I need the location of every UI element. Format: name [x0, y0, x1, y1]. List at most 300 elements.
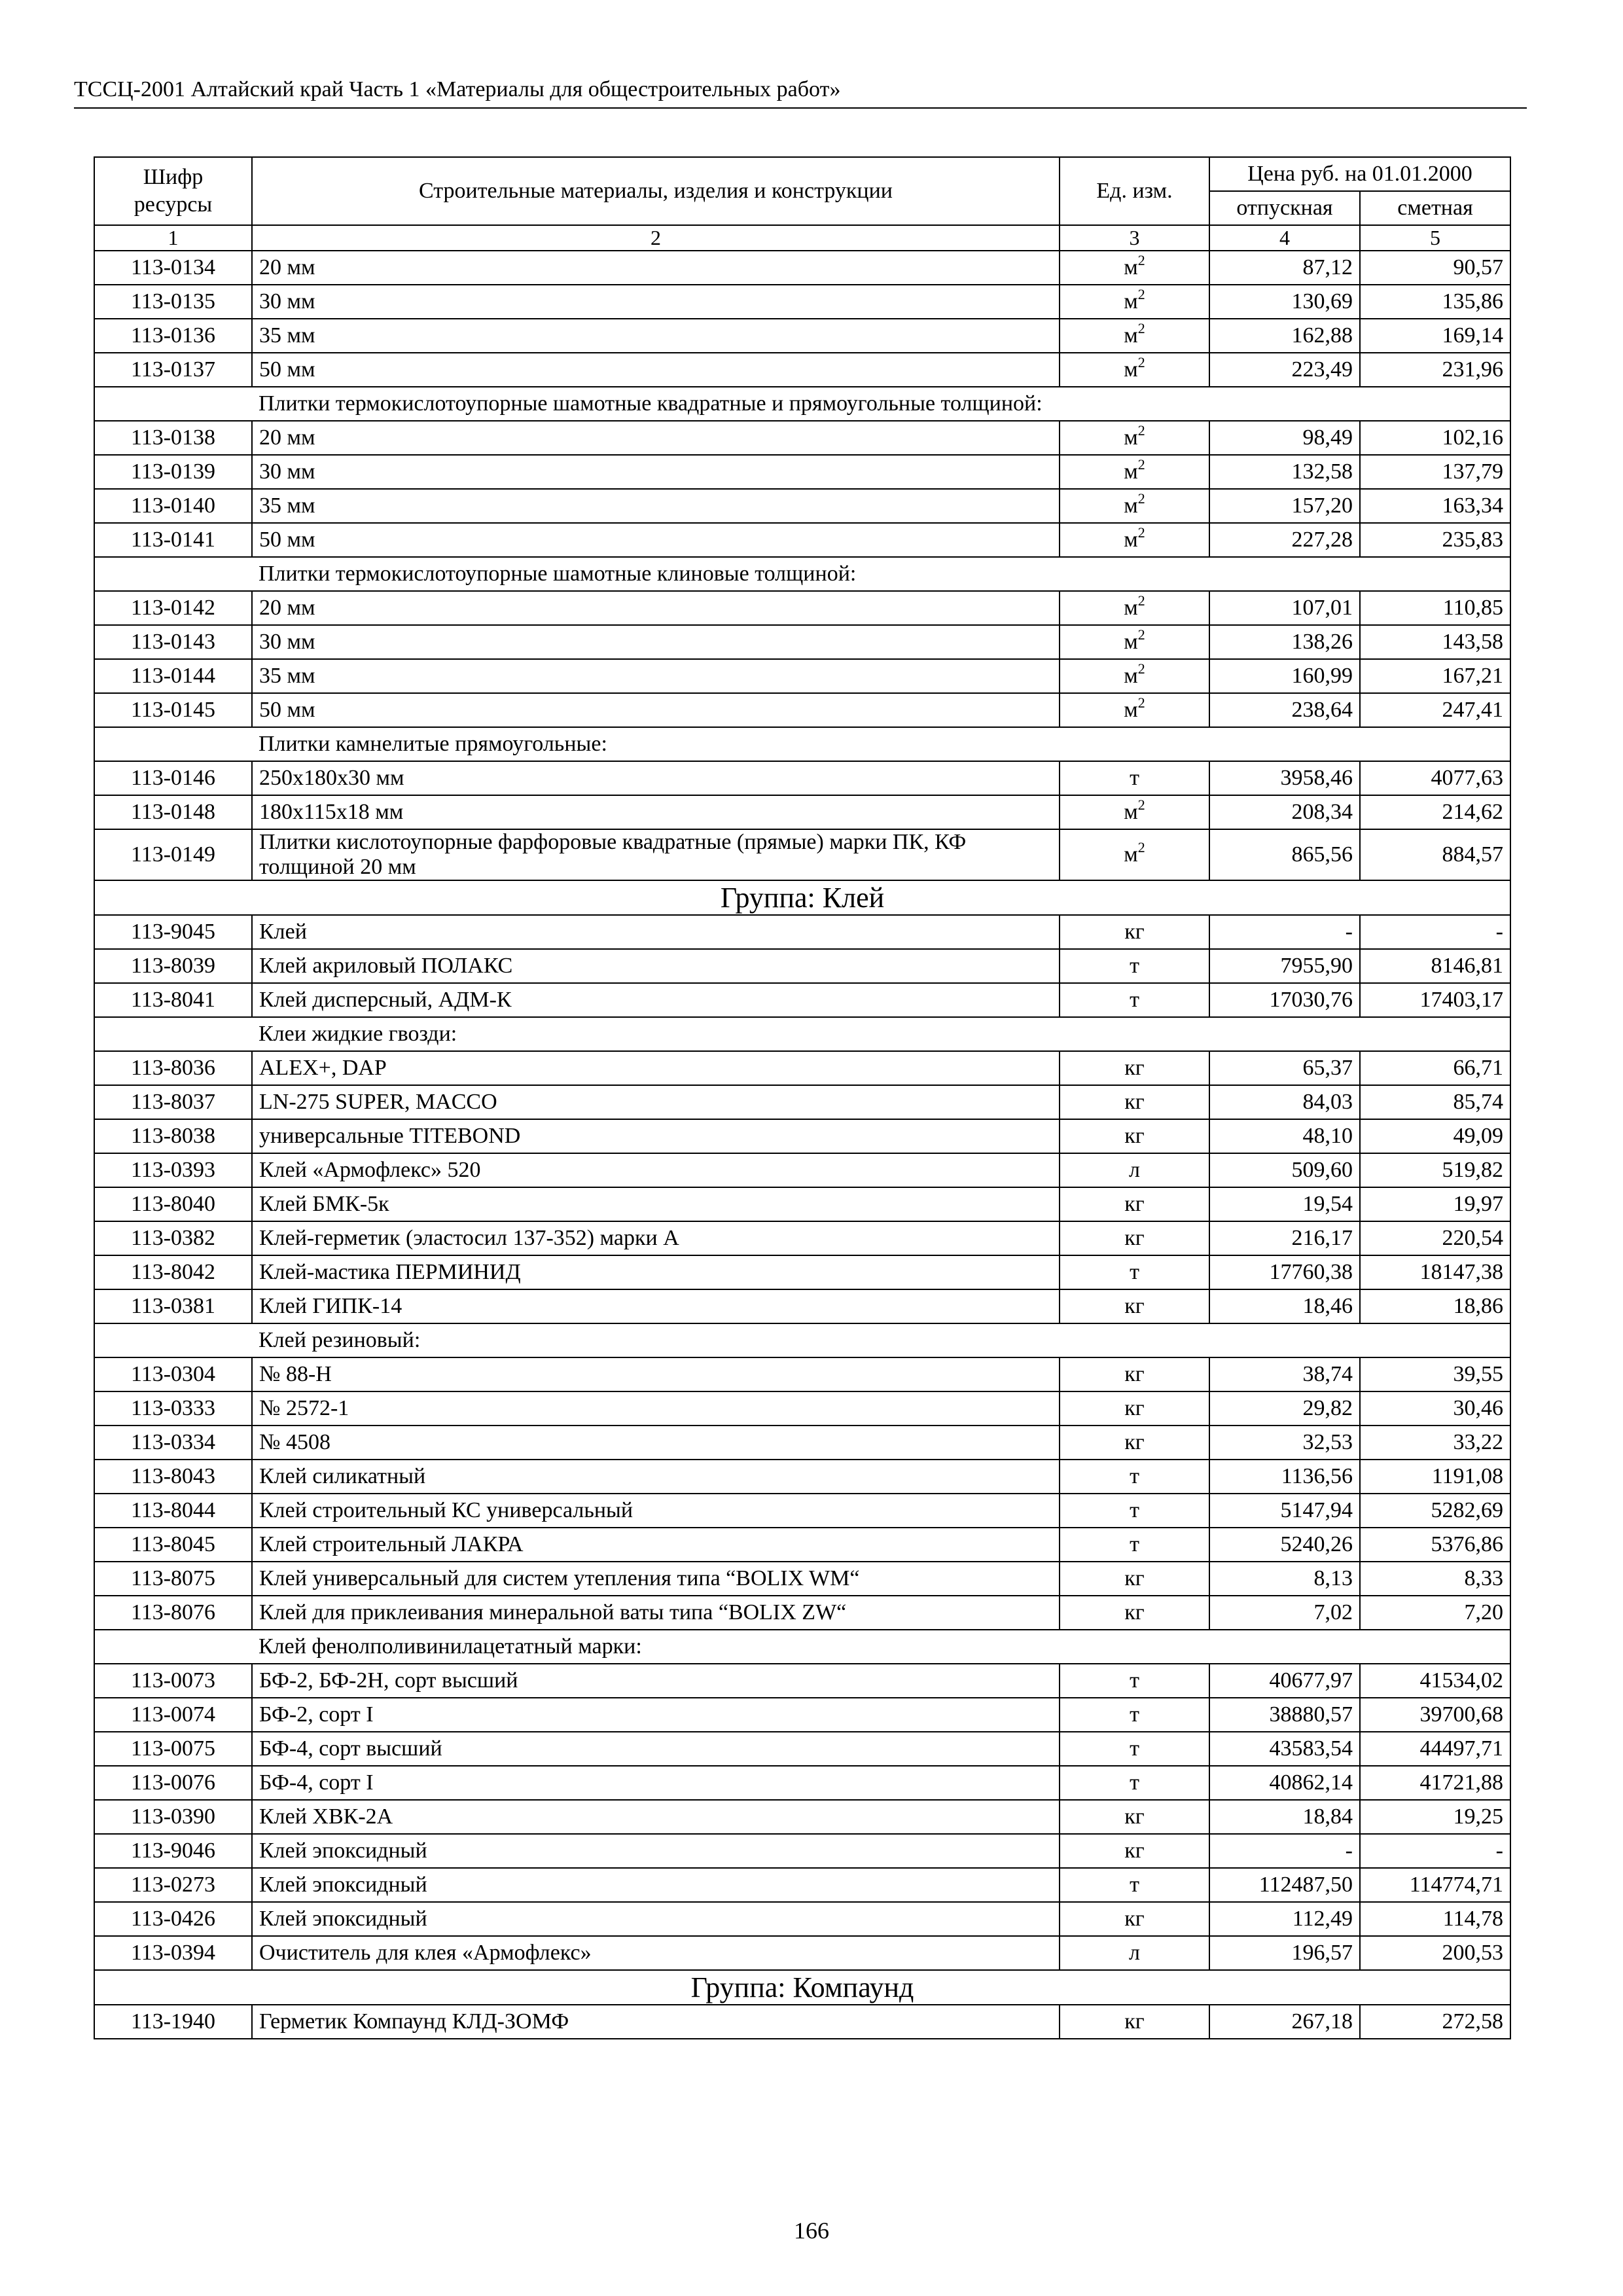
- table-row: [94, 1664, 1510, 1698]
- unit-exponent: 2: [1137, 694, 1145, 711]
- unit-text: кг: [1124, 1839, 1145, 1863]
- section-row: [94, 1323, 1510, 1357]
- material-name: универсальные TITEBOND: [252, 1119, 1060, 1153]
- unit-exponent: 2: [1137, 524, 1145, 541]
- unit-cell: [1060, 761, 1209, 795]
- release-price: 43583,54: [1209, 1732, 1360, 1766]
- empty-cell: [94, 727, 252, 761]
- empty-cell: [94, 387, 252, 421]
- material-name: Клей эпоксидный: [252, 1902, 1060, 1936]
- unit-exponent: 2: [1137, 422, 1145, 439]
- unit-text: кг: [1124, 1124, 1145, 1148]
- estimate-price: 18,86: [1360, 1289, 1510, 1323]
- unit-cell: [1060, 489, 1209, 523]
- unit-text: кг: [1124, 1226, 1145, 1250]
- unit-cell: [1060, 1902, 1209, 1936]
- column-number-row: [94, 225, 1510, 251]
- table-row: [94, 1698, 1510, 1732]
- table-row: [94, 625, 1510, 659]
- estimate-price: 519,82: [1360, 1153, 1510, 1187]
- unit-text: м: [1124, 255, 1138, 279]
- table-row: [94, 1426, 1510, 1460]
- release-price: 865,56: [1209, 829, 1360, 880]
- unit-cell: [1060, 353, 1209, 387]
- table-row: [94, 421, 1510, 455]
- material-name: Очиститель для клея «Армофлекс»: [252, 1936, 1060, 1970]
- release-price: 38880,57: [1209, 1698, 1360, 1732]
- unit-cell: [1060, 1562, 1209, 1596]
- section-heading: Клеи жидкие гвозди:: [252, 1017, 1510, 1051]
- resource-code: 113-0139: [94, 455, 252, 489]
- estimate-price: 247,41: [1360, 693, 1510, 727]
- unit-text: т: [1130, 1770, 1139, 1795]
- release-price: 38,74: [1209, 1357, 1360, 1391]
- table-row: [94, 795, 1510, 829]
- table-row: [94, 949, 1510, 983]
- estimate-price: 102,16: [1360, 421, 1510, 455]
- unit-cell: [1060, 659, 1209, 693]
- unit-text: кг: [1124, 1430, 1145, 1454]
- estimate-price: 163,34: [1360, 489, 1510, 523]
- estimate-price: 200,53: [1360, 1936, 1510, 1970]
- release-price: 1136,56: [1209, 1460, 1360, 1494]
- table-row: [94, 1528, 1510, 1562]
- table-row: [94, 1902, 1510, 1936]
- resource-code: 113-0074: [94, 1698, 252, 1732]
- table-row: [94, 251, 1510, 285]
- table-row: [94, 1834, 1510, 1868]
- release-price: 40677,97: [1209, 1664, 1360, 1698]
- unit-cell: [1060, 1834, 1209, 1868]
- resource-code: 113-8042: [94, 1255, 252, 1289]
- unit-cell: [1060, 1936, 1209, 1970]
- resource-code: 113-8044: [94, 1494, 252, 1528]
- empty-cell: [94, 557, 252, 591]
- unit-text: т: [1130, 988, 1139, 1012]
- estimate-price: 235,83: [1360, 523, 1510, 557]
- table-row: [94, 1187, 1510, 1221]
- unit-text: т: [1130, 1736, 1139, 1761]
- column-number: 1: [94, 225, 252, 251]
- material-name: 20 мм: [252, 421, 1060, 455]
- unit-text: кг: [1124, 1192, 1145, 1216]
- release-price: 18,46: [1209, 1289, 1360, 1323]
- release-price: 29,82: [1209, 1391, 1360, 1426]
- section-row: [94, 557, 1510, 591]
- material-name: Герметик Компаунд КЛД-ЗОМФ: [252, 2005, 1060, 2039]
- material-name: БФ-4, сорт высший: [252, 1732, 1060, 1766]
- unit-cell: [1060, 251, 1209, 285]
- unit-cell: [1060, 591, 1209, 625]
- release-price: 17760,38: [1209, 1255, 1360, 1289]
- table-row: [94, 1562, 1510, 1596]
- material-name: 50 мм: [252, 353, 1060, 387]
- estimate-price: 114,78: [1360, 1902, 1510, 1936]
- unit-cell: [1060, 1698, 1209, 1732]
- unit-cell: [1060, 1732, 1209, 1766]
- unit-cell: [1060, 1596, 1209, 1630]
- unit-exponent: 2: [1137, 838, 1145, 855]
- unit-text: кг: [1124, 1804, 1145, 1829]
- unit-text: т: [1130, 1668, 1139, 1693]
- resource-code: 113-0426: [94, 1902, 252, 1936]
- resource-code: 113-0136: [94, 319, 252, 353]
- resource-code: 113-0382: [94, 1221, 252, 1255]
- section-row: [94, 727, 1510, 761]
- resource-code: 113-0135: [94, 285, 252, 319]
- unit-text: т: [1130, 1873, 1139, 1897]
- unit-cell: [1060, 1800, 1209, 1834]
- unit-cell: [1060, 1528, 1209, 1562]
- unit-text: кг: [1124, 1056, 1145, 1080]
- resource-code: 113-0138: [94, 421, 252, 455]
- material-name: Клей-мастика ПЕРМИНИД: [252, 1255, 1060, 1289]
- estimate-price: 39700,68: [1360, 1698, 1510, 1732]
- unit-text: м: [1124, 630, 1138, 654]
- unit-cell: [1060, 421, 1209, 455]
- unit-text: м: [1124, 698, 1138, 722]
- resource-code: 113-8041: [94, 983, 252, 1017]
- estimate-price: 214,62: [1360, 795, 1510, 829]
- release-price: 160,99: [1209, 659, 1360, 693]
- unit-cell: [1060, 1868, 1209, 1902]
- unit-exponent: 2: [1137, 251, 1145, 268]
- empty-cell: [94, 1630, 252, 1664]
- release-price: 208,34: [1209, 795, 1360, 829]
- section-row: [94, 387, 1510, 421]
- estimate-price: 66,71: [1360, 1051, 1510, 1085]
- unit-text: т: [1130, 1702, 1139, 1727]
- material-name: Клей эпоксидный: [252, 1868, 1060, 1902]
- unit-cell: [1060, 1255, 1209, 1289]
- unit-text: кг: [1124, 1396, 1145, 1420]
- material-name: БФ-4, сорт I: [252, 1766, 1060, 1800]
- column-number: 2: [252, 225, 1060, 251]
- resource-code: 113-0334: [94, 1426, 252, 1460]
- unit-exponent: 2: [1137, 319, 1145, 336]
- estimate-price: 220,54: [1360, 1221, 1510, 1255]
- table-row: [94, 1936, 1510, 1970]
- unit-text: кг: [1124, 1090, 1145, 1114]
- release-price: 40862,14: [1209, 1766, 1360, 1800]
- material-name: LN-275 SUPER, MACCO: [252, 1085, 1060, 1119]
- unit-cell: [1060, 1119, 1209, 1153]
- table-row: [94, 1085, 1510, 1119]
- unit-exponent: 2: [1137, 592, 1145, 609]
- release-price: 19,54: [1209, 1187, 1360, 1221]
- material-name: 50 мм: [252, 523, 1060, 557]
- resource-code: 113-9046: [94, 1834, 252, 1868]
- unit-text: м: [1124, 664, 1138, 688]
- table-row: [94, 319, 1510, 353]
- release-price: 238,64: [1209, 693, 1360, 727]
- estimate-price: 17403,17: [1360, 983, 1510, 1017]
- table-row: [94, 693, 1510, 727]
- estimate-price: 19,97: [1360, 1187, 1510, 1221]
- estimate-price: 41721,88: [1360, 1766, 1510, 1800]
- estimate-price: 18147,38: [1360, 1255, 1510, 1289]
- unit-cell: [1060, 455, 1209, 489]
- material-name: Клей дисперсный, АДМ-К: [252, 983, 1060, 1017]
- section-heading: Плитки камнелитые прямоугольные:: [252, 727, 1510, 761]
- unit-cell: [1060, 625, 1209, 659]
- unit-cell: [1060, 1051, 1209, 1085]
- section-row: [94, 1017, 1510, 1051]
- empty-cell: [94, 1017, 252, 1051]
- estimate-price: 4077,63: [1360, 761, 1510, 795]
- table-row: [94, 915, 1510, 949]
- material-name: 35 мм: [252, 659, 1060, 693]
- release-price: 196,57: [1209, 1936, 1360, 1970]
- estimate-price: 135,86: [1360, 285, 1510, 319]
- resource-code: 113-8036: [94, 1051, 252, 1085]
- table-row: [94, 829, 1510, 880]
- table-row: [94, 489, 1510, 523]
- unit-text: кг: [1124, 1907, 1145, 1931]
- resource-code: 113-0141: [94, 523, 252, 557]
- estimate-price: 30,46: [1360, 1391, 1510, 1426]
- unit-cell: [1060, 983, 1209, 1017]
- unit-cell: [1060, 1357, 1209, 1391]
- material-name: Клей строительный ЛАКРА: [252, 1528, 1060, 1562]
- unit-cell: [1060, 693, 1209, 727]
- unit-text: м: [1124, 357, 1138, 382]
- release-price: 130,69: [1209, 285, 1360, 319]
- material-name: Клей-герметик (эластосил 137-352) марки А: [252, 1221, 1060, 1255]
- table-row: [94, 1119, 1510, 1153]
- unit-text: кг: [1124, 1294, 1145, 1318]
- resource-code: 113-8040: [94, 1187, 252, 1221]
- table-row: [94, 1357, 1510, 1391]
- section-row: [94, 1630, 1510, 1664]
- unit-exponent: 2: [1137, 285, 1145, 302]
- estimate-price: 39,55: [1360, 1357, 1510, 1391]
- release-price: 98,49: [1209, 421, 1360, 455]
- estimate-price: 169,14: [1360, 319, 1510, 353]
- unit-cell: [1060, 1766, 1209, 1800]
- material-name: БФ-2, сорт I: [252, 1698, 1060, 1732]
- unit-exponent: 2: [1137, 796, 1145, 813]
- unit-cell: [1060, 1085, 1209, 1119]
- resource-code: 113-8076: [94, 1596, 252, 1630]
- release-price: 87,12: [1209, 251, 1360, 285]
- resource-code: 113-8038: [94, 1119, 252, 1153]
- column-number: 3: [1060, 225, 1209, 251]
- table-row: [94, 1255, 1510, 1289]
- col-header-release: отпускная: [1209, 191, 1360, 225]
- estimate-price: 5376,86: [1360, 1528, 1510, 1562]
- release-price: 107,01: [1209, 591, 1360, 625]
- estimate-price: 167,21: [1360, 659, 1510, 693]
- unit-text: т: [1130, 1532, 1139, 1556]
- table-body: [94, 251, 1510, 2039]
- material-name: Клей ГИПК-14: [252, 1289, 1060, 1323]
- group-heading-row: [94, 880, 1510, 915]
- col-header-code: Шифр ресурсы: [94, 157, 252, 225]
- resource-code: 113-8039: [94, 949, 252, 983]
- estimate-price: 85,74: [1360, 1085, 1510, 1119]
- unit-cell: [1060, 1426, 1209, 1460]
- unit-exponent: 2: [1137, 626, 1145, 643]
- material-name: 30 мм: [252, 285, 1060, 319]
- table-row: [94, 1391, 1510, 1426]
- resource-code: 113-0333: [94, 1391, 252, 1426]
- release-price: 8,13: [1209, 1562, 1360, 1596]
- material-name: Клей «Армофлекс» 520: [252, 1153, 1060, 1187]
- section-heading: Плитки термокислотоупорные шамотные клиновые толщиной:: [252, 557, 1510, 591]
- release-price: 7955,90: [1209, 949, 1360, 983]
- table-row: [94, 1153, 1510, 1187]
- unit-text: м: [1124, 596, 1138, 620]
- table-row: [94, 2005, 1510, 2039]
- section-heading: Клей фенолполивинилацетатный марки:: [252, 1630, 1510, 1664]
- page-number: 166: [794, 2217, 829, 2244]
- resource-code: 113-0394: [94, 1936, 252, 1970]
- resource-code: 113-0273: [94, 1868, 252, 1902]
- release-price: 216,17: [1209, 1221, 1360, 1255]
- section-heading: Клей резиновый:: [252, 1323, 1510, 1357]
- estimate-price: 19,25: [1360, 1800, 1510, 1834]
- material-name: Клей строительный КС универсальный: [252, 1494, 1060, 1528]
- material-name: 30 мм: [252, 455, 1060, 489]
- table-row: [94, 1800, 1510, 1834]
- col-header-price: Цена руб. на 01.01.2000: [1209, 157, 1510, 191]
- resource-code: 113-0393: [94, 1153, 252, 1187]
- unit-exponent: 2: [1137, 456, 1145, 473]
- estimate-price: 8,33: [1360, 1562, 1510, 1596]
- release-price: 18,84: [1209, 1800, 1360, 1834]
- resource-code: 113-0075: [94, 1732, 252, 1766]
- material-name: Плитки кислотоупорные фарфоровые квадратные (прямые) марки ПК, КФ толщиной 20 мм: [252, 829, 1060, 880]
- estimate-price: 231,96: [1360, 353, 1510, 387]
- release-price: 227,28: [1209, 523, 1360, 557]
- unit-text: т: [1130, 954, 1139, 978]
- material-name: ALEX+, DAP: [252, 1051, 1060, 1085]
- unit-text: т: [1130, 1498, 1139, 1522]
- resource-code: 113-0143: [94, 625, 252, 659]
- resource-code: 113-0073: [94, 1664, 252, 1698]
- table-row: [94, 1460, 1510, 1494]
- resource-code: 113-0140: [94, 489, 252, 523]
- group-heading: Группа: Клей: [94, 880, 1510, 915]
- release-price: 223,49: [1209, 353, 1360, 387]
- unit-cell: [1060, 319, 1209, 353]
- release-price: 138,26: [1209, 625, 1360, 659]
- material-name: 20 мм: [252, 591, 1060, 625]
- unit-text: л: [1129, 1158, 1140, 1182]
- material-name: Клей акриловый ПОЛАКС: [252, 949, 1060, 983]
- estimate-price: -: [1360, 1834, 1510, 1868]
- estimate-price: 41534,02: [1360, 1664, 1510, 1698]
- release-price: -: [1209, 1834, 1360, 1868]
- table-row: [94, 455, 1510, 489]
- release-price: 267,18: [1209, 2005, 1360, 2039]
- unit-cell: [1060, 1460, 1209, 1494]
- col-header-estimate: сметная: [1360, 191, 1510, 225]
- resource-code: 113-0381: [94, 1289, 252, 1323]
- unit-cell: [1060, 915, 1209, 949]
- release-price: 84,03: [1209, 1085, 1360, 1119]
- release-price: 48,10: [1209, 1119, 1360, 1153]
- unit-text: кг: [1124, 1600, 1145, 1624]
- release-price: 7,02: [1209, 1596, 1360, 1630]
- table-row: [94, 1289, 1510, 1323]
- column-number: 5: [1360, 225, 1510, 251]
- estimate-price: -: [1360, 915, 1510, 949]
- resource-code: 113-9045: [94, 915, 252, 949]
- estimate-price: 33,22: [1360, 1426, 1510, 1460]
- material-name: 250х180х30 мм: [252, 761, 1060, 795]
- table-row: [94, 591, 1510, 625]
- estimate-price: 114774,71: [1360, 1868, 1510, 1902]
- resource-code: 113-0146: [94, 761, 252, 795]
- col-header-unit: Ед. изм.: [1060, 157, 1209, 225]
- material-name: Клей силикатный: [252, 1460, 1060, 1494]
- unit-text: м: [1124, 425, 1138, 450]
- resource-code: 113-0076: [94, 1766, 252, 1800]
- material-name: 20 мм: [252, 251, 1060, 285]
- release-price: 3958,46: [1209, 761, 1360, 795]
- table-row: [94, 1868, 1510, 1902]
- table-row: [94, 1051, 1510, 1085]
- estimate-price: 5282,69: [1360, 1494, 1510, 1528]
- material-name: 180х115х18 мм: [252, 795, 1060, 829]
- resource-code: 113-0390: [94, 1800, 252, 1834]
- unit-cell: [1060, 795, 1209, 829]
- unit-text: м: [1124, 842, 1138, 867]
- material-name: № 2572-1: [252, 1391, 1060, 1426]
- estimate-price: 137,79: [1360, 455, 1510, 489]
- material-name: БФ-2, БФ-2Н, сорт высший: [252, 1664, 1060, 1698]
- material-name: Клей для приклеивания минеральной ваты типа “BOLIX ZW“: [252, 1596, 1060, 1630]
- unit-cell: [1060, 1391, 1209, 1426]
- table-row: [94, 983, 1510, 1017]
- release-price: 162,88: [1209, 319, 1360, 353]
- estimate-price: 143,58: [1360, 625, 1510, 659]
- table-row: [94, 353, 1510, 387]
- estimate-price: 49,09: [1360, 1119, 1510, 1153]
- unit-text: т: [1130, 1260, 1139, 1284]
- resource-code: 113-8075: [94, 1562, 252, 1596]
- unit-text: т: [1130, 1464, 1139, 1488]
- resource-code: 113-0144: [94, 659, 252, 693]
- estimate-price: 90,57: [1360, 251, 1510, 285]
- unit-text: кг: [1124, 2009, 1145, 2034]
- group-heading-row: [94, 1970, 1510, 2005]
- resource-code: 113-0149: [94, 829, 252, 880]
- empty-cell: [94, 1323, 252, 1357]
- running-header: ТССЦ-2001 Алтайский край Часть 1 «Материалы для общестроительных работ»: [74, 75, 1527, 109]
- resource-code: 113-8045: [94, 1528, 252, 1562]
- unit-text: м: [1124, 323, 1138, 348]
- group-heading: Группа: Компаунд: [94, 1970, 1510, 2005]
- table-row: [94, 523, 1510, 557]
- table-row: [94, 1732, 1510, 1766]
- material-name: № 4508: [252, 1426, 1060, 1460]
- price-table: [94, 156, 1511, 2039]
- unit-text: кг: [1124, 1566, 1145, 1590]
- release-price: 157,20: [1209, 489, 1360, 523]
- unit-text: м: [1124, 493, 1138, 518]
- resource-code: 113-1940: [94, 2005, 252, 2039]
- unit-cell: [1060, 523, 1209, 557]
- estimate-price: 272,58: [1360, 2005, 1510, 2039]
- unit-text: м: [1124, 528, 1138, 552]
- unit-cell: [1060, 1187, 1209, 1221]
- unit-text: л: [1129, 1941, 1140, 1965]
- resource-code: 113-8037: [94, 1085, 252, 1119]
- table-row: [94, 1596, 1510, 1630]
